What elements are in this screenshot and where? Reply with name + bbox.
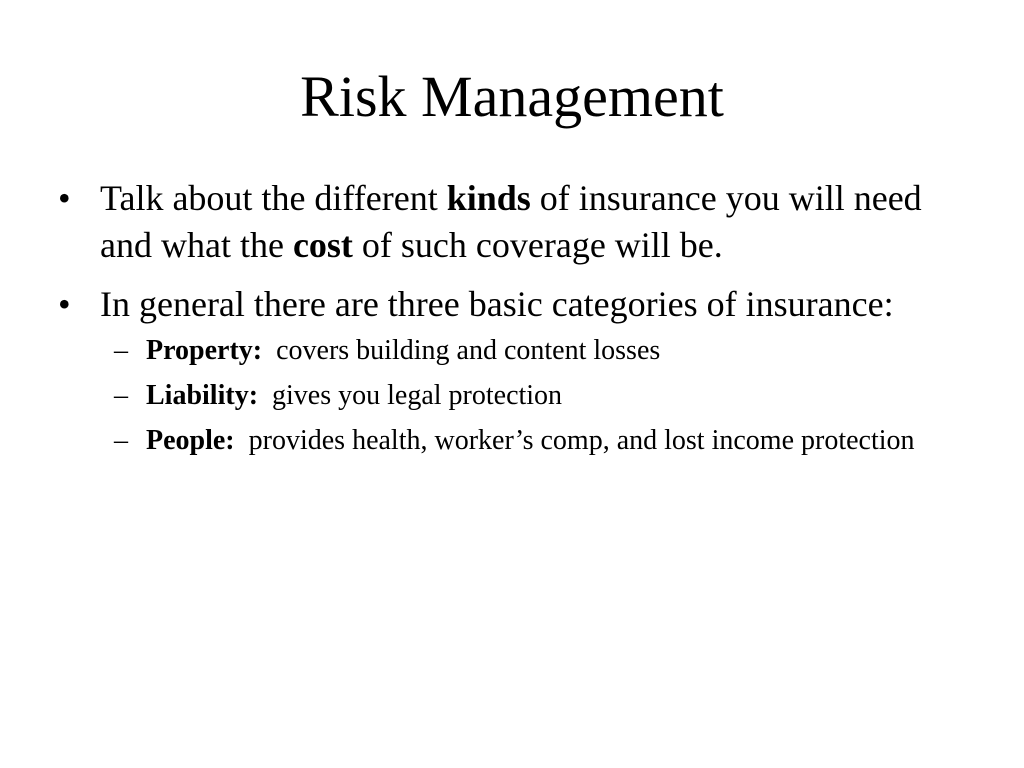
sub-bullet-description: gives you legal protection	[272, 380, 563, 411]
text-run: of insurance you will need and what the	[100, 178, 922, 265]
sub-bullet-description: provides health, worker’s comp, and lost income protection	[248, 425, 915, 456]
text-run: Talk about the different	[100, 178, 447, 218]
sub-bullet-marker: –	[114, 425, 128, 456]
sub-bullet-marker: –	[114, 380, 128, 411]
bullet-item-categories	[58, 281, 958, 459]
text-run: of such coverage will be.	[352, 225, 723, 265]
bullet-text	[100, 178, 922, 265]
bullet-marker: •	[58, 178, 71, 218]
bullet-marker: •	[58, 284, 71, 324]
sub-bullet-liability	[100, 377, 958, 414]
sub-bullet-term: People:	[146, 425, 235, 456]
slide-title: Risk Management	[300, 64, 724, 129]
sub-bullet-term: Liability:	[146, 380, 259, 411]
sub-bullet-people	[100, 422, 958, 459]
bullet-text: In general there are three basic categories of insurance:	[100, 284, 894, 324]
text-run-bold-kinds: kinds	[446, 178, 531, 218]
sub-bullet-term: Property:	[146, 335, 263, 366]
bullet-list	[58, 175, 958, 471]
text-run-bold-cost: cost	[292, 225, 353, 265]
sub-bullet-description: covers building and content losses	[276, 335, 661, 366]
sub-bullet-property	[100, 332, 958, 369]
sub-bullet-list	[100, 332, 958, 459]
sub-bullet-marker: –	[114, 335, 128, 366]
bullet-item-insurance-kinds	[58, 175, 958, 269]
